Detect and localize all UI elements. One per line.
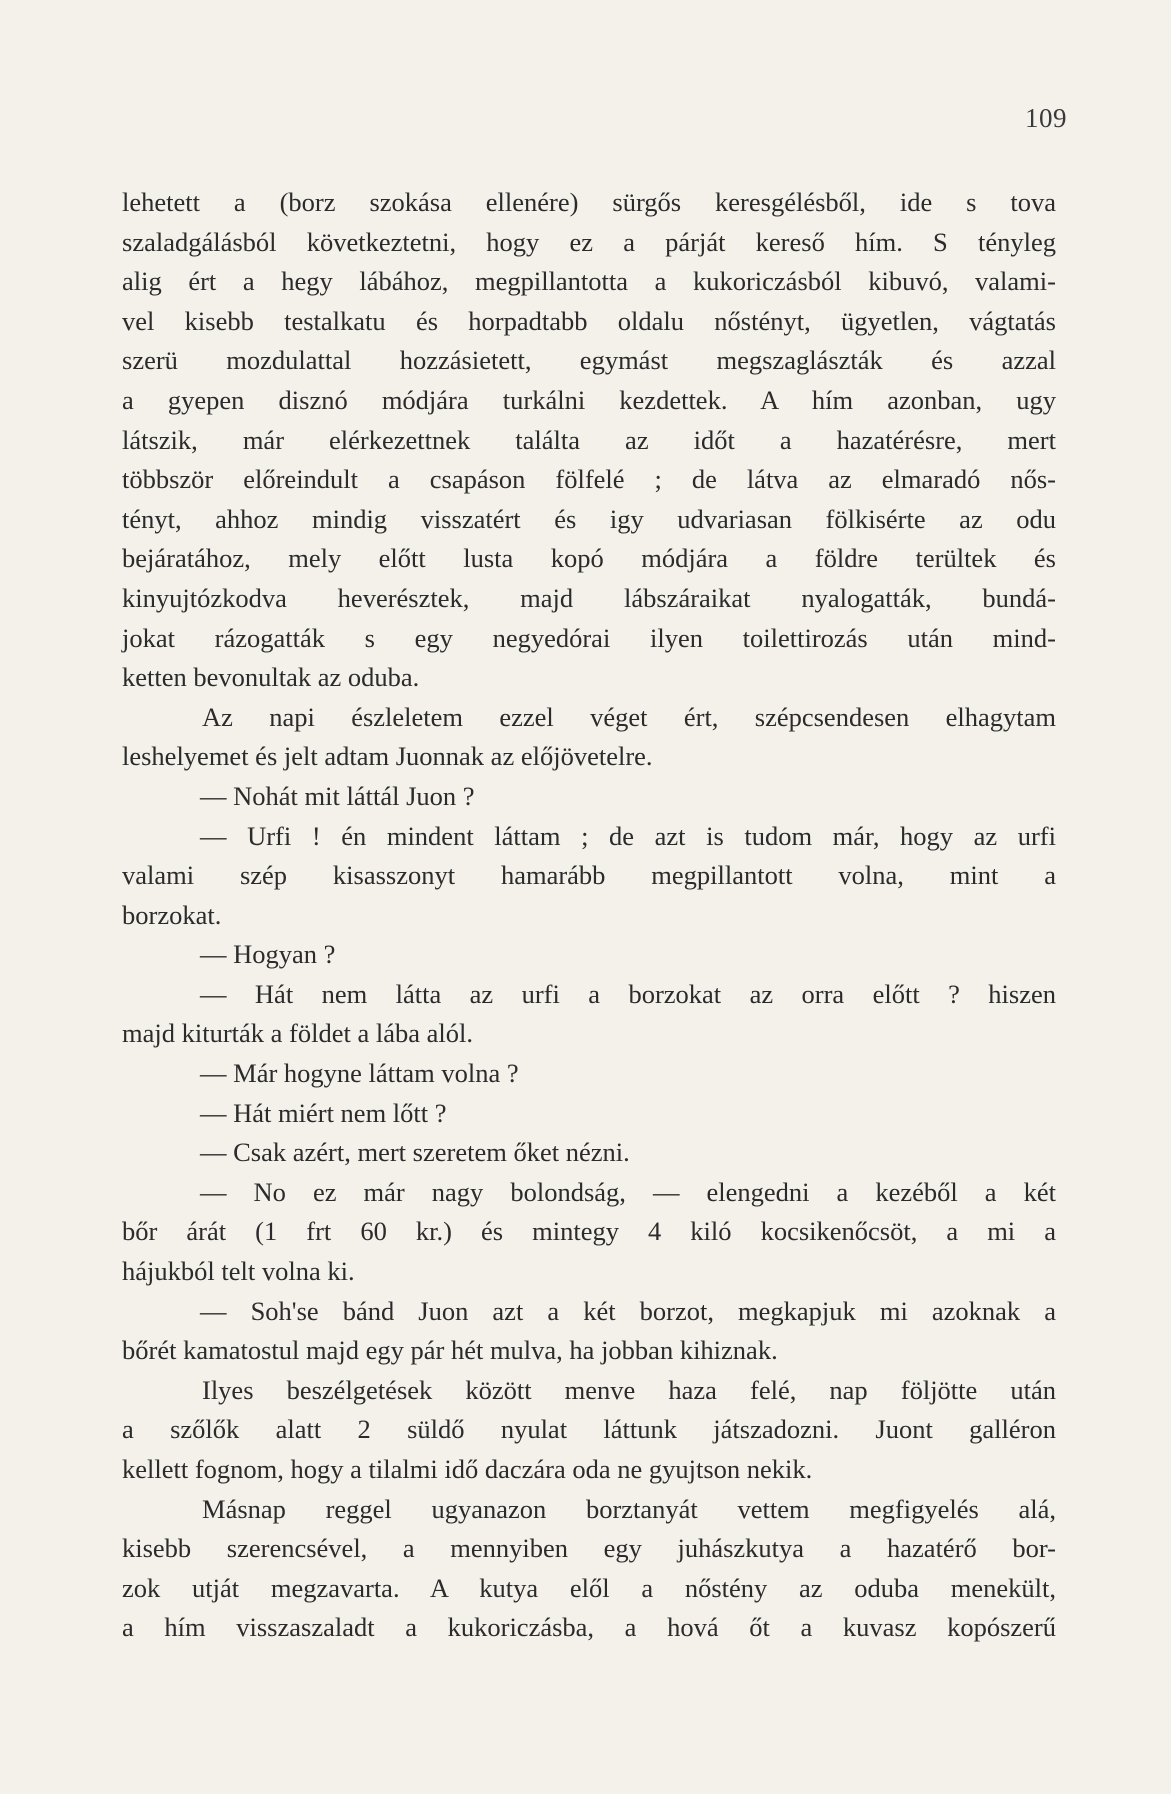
body-text <box>122 183 1056 1648</box>
text-line: — Nohát mit láttál Juon ? <box>200 780 475 811</box>
text-line: hájukból telt volna ki. <box>122 1256 355 1287</box>
text-line: többször előreindult a csapáson fölfelé ; de látva az elmaradó nős- <box>122 464 1056 495</box>
text-line: bőrét kamatostul majd egy pár hét mulva, ha jobban kihiznak. <box>122 1335 778 1366</box>
text-line: valami szép kisasszonyt hamarább megpillantott volna, mint a <box>122 860 1056 891</box>
text-line: kisebb szerencsével, a mennyiben egy juhászkutya a hazatérő bor- <box>122 1533 1056 1564</box>
text-line: a szőlők alatt 2 süldő nyulat láttunk játszadozni. Juont galléron <box>122 1414 1056 1445</box>
text-line: ketten bevonultak az oduba. <box>122 662 420 693</box>
text-line: bejáratához, mely előtt lusta kopó módjára a földre terültek és <box>122 543 1056 574</box>
text-line: tényt, ahhoz mindig visszatért és igy udvariasan fölkisérte az odu <box>122 503 1056 534</box>
text-line: kinyujtózkodva heverésztek, majd lábszáraikat nyalogatták, bundá- <box>122 582 1056 613</box>
text-line: Ilyes beszélgetések között menve haza felé, nap följötte után <box>202 1374 1056 1405</box>
text-line: a hím visszaszaladt a kukoriczásba, a hová őt a kuvasz kopószerű <box>122 1612 1056 1643</box>
text-line: lehetett a (borz szokása ellenére) sürgős keresgélésből, ide s tova <box>122 187 1056 217</box>
text-line: jokat rázogatták s egy negyedórai ilyen toilettirozás után mind- <box>122 622 1056 653</box>
text-line: borzokat. <box>122 899 222 930</box>
text-line: — Csak azért, mert szeretem őket nézni. <box>200 1137 630 1168</box>
text-line: vel kisebb testalkatu és horpadtabb oldalu nőstényt, ügyetlen, vágtatás <box>122 305 1056 336</box>
page-number: 109 <box>1025 103 1067 133</box>
text-line: — Hát nem látta az urfi a borzokat az orra előtt ? hiszen <box>200 978 1056 1009</box>
text-line: — Már hogyne láttam volna ? <box>200 1058 519 1089</box>
text-line: alig ért a hegy lábához, megpillantotta a kukoriczásból kibuvó, valami- <box>122 266 1056 297</box>
text-line: — Urfi ! én mindent láttam ; de azt is tudom már, hogy az urfi <box>200 820 1056 851</box>
text-line: majd kiturták a földet a lába alól. <box>122 1018 473 1049</box>
text-line: — Hogyan ? <box>200 939 336 970</box>
text-line: kellett fognom, hogy a tilalmi idő daczára oda ne gyujtson nekik. <box>122 1454 813 1484</box>
text-line: Az napi észleletem ezzel véget ért, szépcsendesen elhagytam <box>202 701 1056 732</box>
text-line: — Soh'se bánd Juon azt a két borzot, megkapjuk mi azoknak a <box>200 1295 1056 1326</box>
text-line: Másnap reggel ugyanazon borztanyát vettem megfigyelés alá, <box>202 1493 1056 1524</box>
text-line: zok utját megzavarta. A kutya elől a nőstény az oduba menekült, <box>122 1572 1056 1603</box>
text-line: a gyepen disznó módjára turkálni kezdettek. A hím azonban, ugy <box>122 384 1056 415</box>
text-line: bőr árát (1 frt 60 kr.) és mintegy 4 kiló kocsikenőcsöt, a mi a <box>122 1216 1056 1247</box>
text-line: szerü mozdulattal hozzásietett, egymást megszaglászták és azzal <box>122 345 1056 376</box>
text-line: leshelyemet és jelt adtam Juonnak az előjövetelre. <box>122 741 653 772</box>
text-line: — No ez már nagy bolondság, — elengedni a kezéből a két <box>200 1176 1056 1207</box>
text-line: látszik, már elérkezettnek találta az időt a hazatérésre, mert <box>122 424 1056 455</box>
text-line: — Hát miért nem lőtt ? <box>200 1097 447 1128</box>
text-line: szaladgálásból következtetni, hogy ez a párját kereső hím. S tényleg <box>122 226 1056 257</box>
